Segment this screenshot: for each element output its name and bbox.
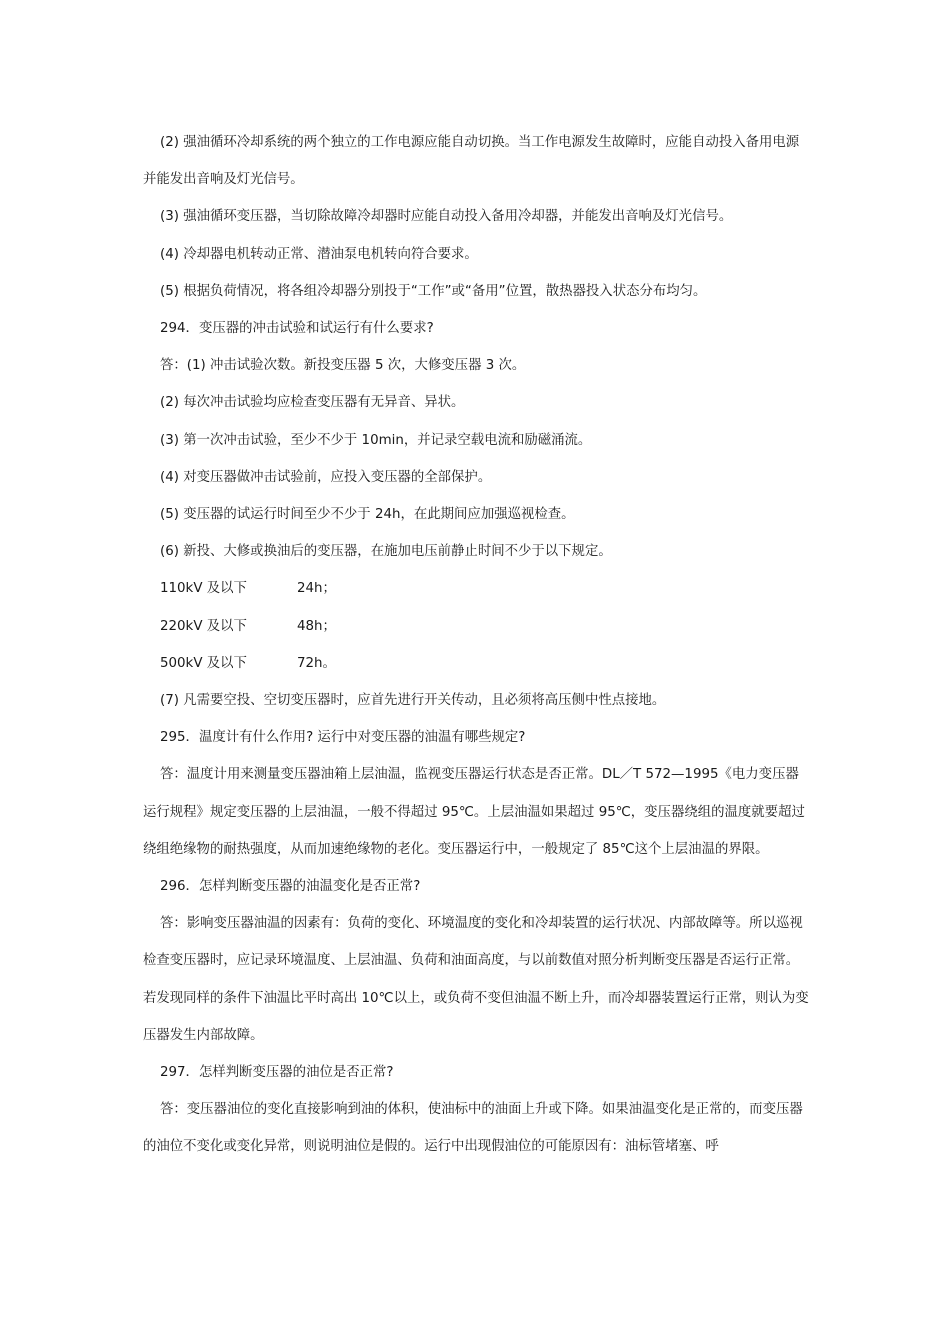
- answer-296: 答：影响变压器油温的因素有：负荷的变化、环境温度的变化和冷却装置的运行状况、内部故障等。所以巡视检查变压器时，应记录环境温度、上层油温、负荷和油面高度，与以前数值对照分析判断变压器是否运行正常。若发现同样的条件下油温比平时高出 10℃以上，或负荷不变但油温不断上升，而冷却器装置运行正常，则认为变压器发生内部故障。: [143, 916, 809, 1043]
- answer-295: 答：温度计用来测量变压器油箱上层油温，监视变压器运行状态是否正常。DL／T 572—1995《电力变压器运行规程》规定变压器的上层油温，一般不得超过 95℃。上层油温如果超过 95℃，变压器绕组的温度就要超过绕组绝缘物的耐热强度，从而加速绝缘物的老化。变压器运行中，一般规定了 85℃这个上层油温的界限。: [143, 767, 805, 857]
- voltage-level: 220kV 及以下: [160, 618, 247, 634]
- question-297: 297．怎样判断变压器的油位是否正常?: [160, 1065, 394, 1081]
- question-295: 295．温度计有什么作用? 运行中对变压器的油温有哪些规定?: [160, 730, 526, 746]
- voltage-row-220kv: [143, 608, 810, 645]
- answer-294-item-2: (2) 每次冲击试验均应检查变压器有无异音、异状。: [160, 395, 465, 411]
- voltage-level: 500kV 及以下: [160, 655, 247, 671]
- voltage-level: 110kV 及以下: [160, 581, 247, 597]
- answer-294-item-1: 答：(1) 冲击试验次数。新投变压器 5 次，大修变压器 3 次。: [160, 358, 526, 374]
- standstill-time: 72h。: [297, 655, 336, 671]
- document-body: [143, 124, 810, 1166]
- paragraph-3: (4) 冷却器电机转动正常、潜油泵电机转向符合要求。: [160, 246, 478, 262]
- answer-294-item-4: (4) 对变压器做冲击试验前，应投入变压器的全部保护。: [160, 469, 492, 485]
- question-296: 296．怎样判断变压器的油温变化是否正常?: [160, 879, 421, 895]
- paragraph-2: (3) 强油循环变压器，当切除故障冷却器时应能自动投入备用冷却器，并能发出音响及灯光信号。: [160, 209, 733, 225]
- answer-297: 答：变压器油位的变化直接影响到油的体积，使油标中的油面上升或下降。如果油温变化是正常的，而变压器的油位不变化或变化异常，则说明油位是假的。运行中出现假油位的可能原因有：油标管堵塞、呼: [143, 1102, 803, 1155]
- answer-294-item-7: (7) 凡需要空投、空切变压器时，应首先进行开关传动，且必须将高压侧中性点接地。: [160, 693, 666, 709]
- paragraph-4: (5) 根据负荷情况，将各组冷却器分别投于“工作”或“备用”位置，散热器投入状态分布均匀。: [160, 283, 707, 299]
- voltage-row-110kv: [143, 570, 810, 607]
- answer-294-item-5: (5) 变压器的试运行时间至少不少于 24h，在此期间应加强巡视检查。: [160, 507, 575, 523]
- answer-294-item-3: (3) 第一次冲击试验，至少不少于 10min，并记录空载电流和励磁涌流。: [160, 432, 592, 448]
- question-294: 294．变压器的冲击试验和试运行有什么要求?: [160, 321, 434, 337]
- answer-294-item-6: (6) 新投、大修或换油后的变压器，在施加电压前静止时间不少于以下规定。: [160, 544, 612, 560]
- paragraph-1: (2) 强油循环冷却系统的两个独立的工作电源应能自动切换。当工作电源发生故障时，应能自动投入备用电源并能发出音响及灯光信号。: [143, 135, 800, 188]
- standstill-time: 48h；: [297, 618, 336, 634]
- voltage-row-500kv: [143, 645, 810, 682]
- standstill-time: 24h；: [297, 581, 336, 597]
